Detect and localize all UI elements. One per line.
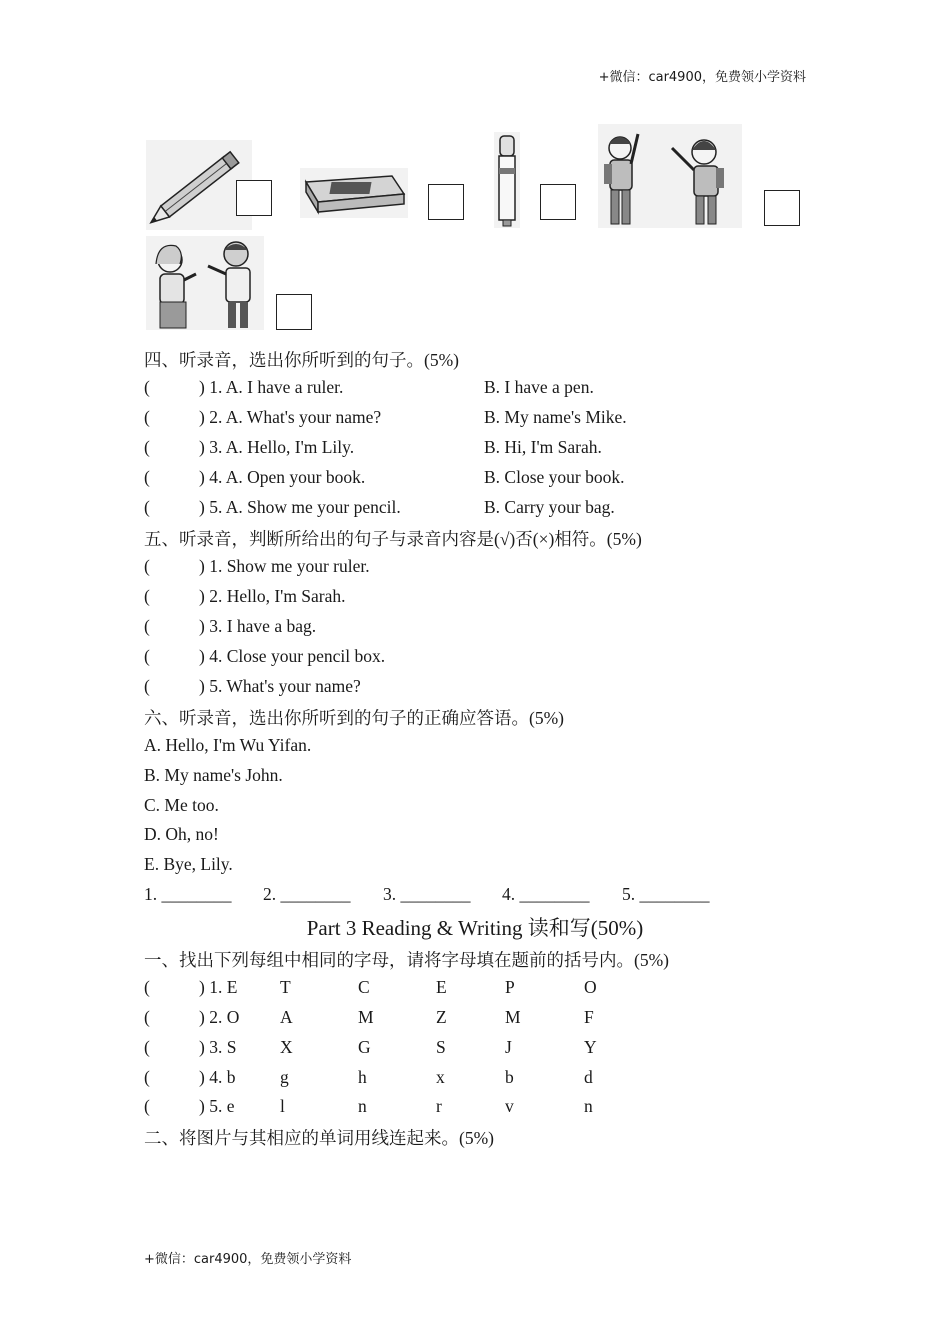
item-text: ) 4. Close your pencil box.	[199, 646, 386, 666]
section6-option-d: D. Oh, no!	[144, 824, 219, 844]
section6-title: 六、听录音，选出你所听到的句子的正确应答语。(5%)	[144, 708, 564, 728]
section5-title: 五、听录音，判断所给出的句子与录音内容是(√)否(×)相符。(5%)	[144, 529, 642, 549]
row-label: ) 3. S	[199, 1037, 237, 1057]
rw1-row-2	[144, 1007, 239, 1028]
section5-item-3	[144, 616, 316, 637]
kids-greeting-icon	[146, 236, 264, 330]
letter: Z	[436, 1007, 447, 1027]
row-label: ) 4. b	[199, 1067, 236, 1087]
answer-paren[interactable]: (	[144, 977, 150, 997]
section4-item-2-b: B. My name's Mike.	[484, 407, 627, 427]
letter: n	[358, 1096, 367, 1116]
pencil-box-icon	[300, 168, 408, 218]
section5-item-2	[144, 586, 346, 607]
option-a: ) 3. A. Hello, I'm Lily.	[199, 437, 355, 457]
answer-paren[interactable]: (	[144, 586, 150, 606]
answer-paren[interactable]: (	[144, 676, 150, 696]
item-text: ) 5. What's your name?	[199, 676, 361, 696]
letter: C	[358, 977, 370, 997]
answer-box-5[interactable]	[276, 294, 312, 330]
letter: O	[584, 977, 597, 997]
letter: l	[280, 1096, 285, 1116]
answer-paren[interactable]: (	[144, 407, 150, 427]
part3-title: Part 3 Reading & Writing 读和写(50%)	[306, 916, 644, 940]
item-text: ) 1. Show me your ruler.	[199, 556, 370, 576]
item-text: ) 2. Hello, I'm Sarah.	[199, 586, 346, 606]
letter: J	[505, 1037, 512, 1057]
answer-blank-5[interactable]: 5. ________	[622, 884, 710, 904]
answer-box-1[interactable]	[236, 180, 272, 216]
item-text: ) 3. I have a bag.	[199, 616, 317, 636]
row-label: ) 5. e	[199, 1096, 235, 1116]
rw1-row-1	[144, 977, 237, 998]
answer-blank-3[interactable]: 3. ________	[383, 884, 471, 904]
rw1-row-5	[144, 1096, 234, 1117]
letter: F	[584, 1007, 594, 1027]
answer-paren[interactable]: (	[144, 646, 150, 666]
answer-paren[interactable]: (	[144, 1007, 150, 1027]
letter: M	[505, 1007, 521, 1027]
option-a: ) 5. A. Show me your pencil.	[199, 497, 401, 517]
letter: A	[280, 1007, 293, 1027]
letter: Y	[584, 1037, 597, 1057]
rw2-title: 二、将图片与其相应的单词用线连起来。(5%)	[144, 1128, 494, 1148]
section4-item-4	[144, 467, 365, 488]
answer-box-4[interactable]	[764, 190, 800, 226]
section4-item-5	[144, 497, 401, 518]
section4-item-2	[144, 407, 381, 428]
letter: X	[280, 1037, 293, 1057]
answer-paren[interactable]: (	[144, 616, 150, 636]
option-a: ) 2. A. What's your name?	[199, 407, 382, 427]
answer-paren[interactable]: (	[144, 437, 150, 457]
letter: n	[584, 1096, 593, 1116]
section6-option-e: E. Bye, Lily.	[144, 854, 233, 874]
option-a: ) 1. A. I have a ruler.	[199, 377, 344, 397]
row-label: ) 1. E	[199, 977, 238, 997]
rw1-row-4	[144, 1067, 235, 1088]
answer-blank-1[interactable]: 1. ________	[144, 884, 232, 904]
letter: h	[358, 1067, 367, 1087]
section5-item-1	[144, 556, 370, 577]
section6-option-c: C. Me too.	[144, 795, 219, 815]
answer-box-2[interactable]	[428, 184, 464, 220]
footer-note: +微信：car4900，免费领小学资料	[144, 1252, 352, 1267]
answer-paren[interactable]: (	[144, 1037, 150, 1057]
letter: x	[436, 1067, 445, 1087]
answer-blank-2[interactable]: 2. ________	[263, 884, 351, 904]
section4-item-5-b: B. Carry your bag.	[484, 497, 615, 517]
section4-item-3	[144, 437, 354, 458]
answer-paren[interactable]: (	[144, 497, 150, 517]
marker-icon	[494, 132, 520, 228]
letter: M	[358, 1007, 374, 1027]
letter: g	[280, 1067, 289, 1087]
answer-paren[interactable]: (	[144, 1067, 150, 1087]
header-note: +微信：car4900，免费领小学资料	[598, 70, 806, 85]
letter: G	[358, 1037, 371, 1057]
section4-item-4-b: B. Close your book.	[484, 467, 625, 487]
letter: T	[280, 977, 291, 997]
section4-item-3-b: B. Hi, I'm Sarah.	[484, 437, 602, 457]
section5-item-4	[144, 646, 385, 667]
letter: d	[584, 1067, 593, 1087]
rw1-title: 一、找出下列每组中相同的字母，请将字母填在题前的括号内。(5%)	[144, 950, 669, 970]
answer-paren[interactable]: (	[144, 1096, 150, 1116]
letter: P	[505, 977, 515, 997]
rw1-row-3	[144, 1037, 236, 1058]
section4-item-1-b: B. I have a pen.	[484, 377, 594, 397]
letter: S	[436, 1037, 446, 1057]
section4-title: 四、听录音，选出你所听到的句子。(5%)	[144, 350, 459, 370]
two-kids-waving-icon	[598, 124, 742, 228]
section4-item-1	[144, 377, 343, 398]
answer-box-3[interactable]	[540, 184, 576, 220]
section6-option-a: A. Hello, I'm Wu Yifan.	[144, 735, 312, 755]
letter: b	[505, 1067, 514, 1087]
section5-item-5	[144, 676, 361, 697]
letter: E	[436, 977, 447, 997]
answer-paren[interactable]: (	[144, 467, 150, 487]
answer-blank-4[interactable]: 4. ________	[502, 884, 590, 904]
section6-option-b: B. My name's John.	[144, 765, 283, 785]
letter: r	[436, 1096, 442, 1116]
answer-paren[interactable]: (	[144, 556, 150, 576]
row-label: ) 2. O	[199, 1007, 240, 1027]
letter: v	[505, 1096, 514, 1116]
answer-paren[interactable]: (	[144, 377, 150, 397]
option-a: ) 4. A. Open your book.	[199, 467, 366, 487]
